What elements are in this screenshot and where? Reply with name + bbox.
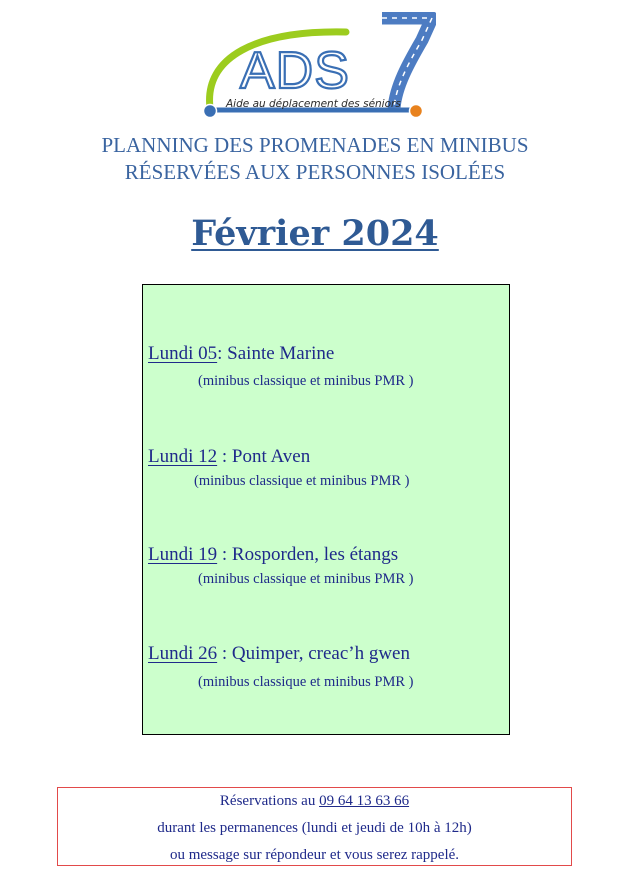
reservation-prefix: Réservations au <box>219 793 320 809</box>
outing-day: Lundi 19 <box>148 544 218 565</box>
outing-place: Rosporden, les étangs <box>231 544 399 565</box>
heading-line-2: RÉSERVÉES AUX PERSONNES ISOLÉES <box>124 160 506 184</box>
outing-line <box>148 543 508 567</box>
outing-separator: : <box>217 446 232 467</box>
outing-note: (minibus classique et minibus PMR ) <box>198 571 414 587</box>
reservation-box <box>57 787 572 866</box>
ads-logo-graphic <box>196 12 436 124</box>
outing-day: Lundi 26 <box>148 643 218 664</box>
outing-item <box>148 445 508 491</box>
outing-day: Lundi 12 <box>148 446 218 467</box>
outing-item <box>148 642 508 692</box>
outing-line <box>148 642 508 666</box>
outing-line <box>148 445 508 469</box>
month-title <box>0 210 630 258</box>
ads-logo <box>196 12 436 124</box>
outing-day: Lundi 05 <box>148 343 218 364</box>
outing-separator: : <box>217 544 232 565</box>
heading-line-1: PLANNING DES PROMENADES EN MINIBUS <box>101 133 529 157</box>
outing-separator: : <box>217 343 228 364</box>
schedule-box <box>142 284 510 735</box>
outing-item <box>148 543 508 589</box>
outing-note: (minibus classique et minibus PMR ) <box>198 373 414 389</box>
outing-place: Pont Aven <box>231 446 311 467</box>
month-title-text: Février 2024 <box>191 213 439 254</box>
reservation-line-1 <box>58 791 571 811</box>
outing-note: (minibus classique et minibus PMR ) <box>198 674 414 690</box>
outing-item <box>148 342 508 391</box>
logo-text: ADS <box>240 42 350 100</box>
phone-number-link[interactable]: 09 64 13 63 66 <box>319 793 410 809</box>
logo-tagline: Aide au déplacement des séniors <box>226 98 401 110</box>
outing-line <box>148 342 508 366</box>
outing-place: Sainte Marine <box>227 343 335 364</box>
outing-place: Quimper, creac’h gwen <box>231 643 410 664</box>
reservation-line-2: durant les permanences (lundi et jeudi de 10h à 12h) <box>157 820 472 836</box>
outing-separator: : <box>217 643 232 664</box>
reservation-line-3: ou message sur répondeur et vous serez rappelé. <box>169 847 460 863</box>
outing-note: (minibus classique et minibus PMR ) <box>194 473 410 489</box>
